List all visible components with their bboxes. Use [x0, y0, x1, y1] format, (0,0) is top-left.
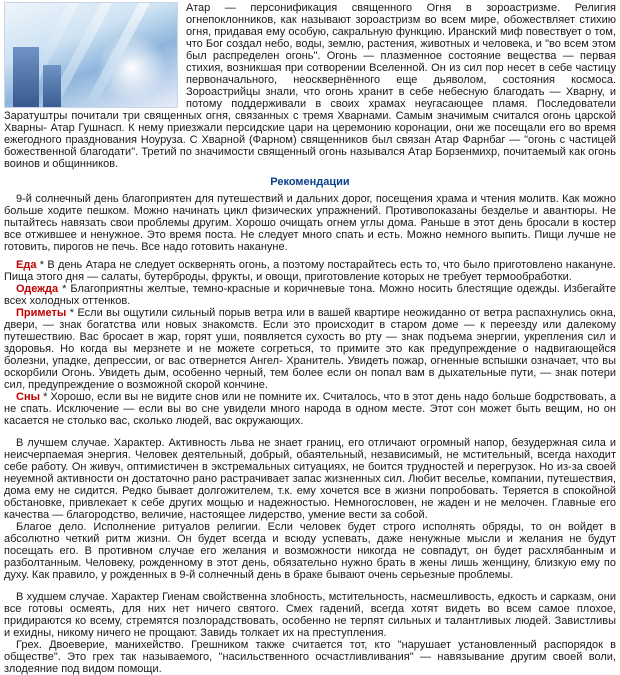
dreams-paragraph: [4, 391, 616, 427]
sin-paragraph: Грех. Двоеверие, манихейство. Грешником также считается тот, кто "нарушает установленный распорядок в обществе". Это грех так называемого, "насильственного осчастливливания" — навязывание другим своей воли, злодеяние под видом помощи.: [4, 639, 616, 675]
clothes-text: * Благоприятны желтые, темно-красные и коричневые тона. Можно носить блестящие одежды. Избегайте всех холодных оттенков.: [4, 283, 616, 307]
dreams-text: * Хорошо, если вы не видите снов или не помните их. Считалось, что в этот день надо больше бодрствовать, а не спать. Исключение — если вы во сне увидели много народа в одном месте. Этот сон может быть вещим, но он касается не столько вас, сколько людей, вас окружающих.: [4, 391, 616, 427]
food-text: * В день Атара не следует осквернять огонь, а поэтому постарайтесь есть то, что было приготовлено накануне. Пища этого дня — салаты, бутерброды, фрукты, и овощи, приготовление которых не требует термообработки.: [4, 259, 616, 283]
omens-label: Приметы: [16, 307, 67, 319]
worst-case-paragraph: В худшем случае. Характер Гиенам свойственна злобность, мстительность, насмешливость, едкость и сарказм, они все готовы осмеять, для них нет ничего святого. Смех гадений, всегда хотят видеть во всем самое плохое, придираются ко всему, стремятся позлорадствовать, особенно не терпят сильных и талантливых людей. Завистливы и ехидны, никому ничего не прощают. Завидь толкает их на преступления.: [4, 591, 616, 639]
clothes-paragraph: [4, 283, 616, 307]
omens-text: * Если вы ощутили сильный порыв ветра или в вашей квартире неожиданно от ветра распахнулись окна, двери, — знак богатства или новых знакомств. Если это происходит в старом доме — к переезду или далекому путешествию. Вас бросает в жар, горят уши, появляется сухость во рту — знак подъема энергии, укрепления сил и здоровья. Но когда вы мерзнете и не можете согреться, то примите это как предупреждение о надвигающейся болезни, упадке, депрессии, ог вас отвернется Ангел- Хранитель. Увидеть пожар, огненные вспышки означает, что вы оскорбили Огонь. Увидеть дым, особенно черный, тем более если он попал вам в дыхательные пути, — знак потери сил, предупреждение о возможной скорой кончине.: [4, 307, 616, 391]
dreams-label: Сны: [16, 391, 40, 403]
best-case-paragraph: В лучшем случае. Характер. Активность льва не знает границ, его отличают огромный напор, безудержная сила и неисчерпаемая энергия. Человек деятельный, добрый, обаятельный, независимый, не мстительный, всегда находит себе работу. Он живуч, оптимистичен в экстремальных ситуациях, не боится трудностей и перегрузок. Но из-за своей неуемной активности он достаточно рано растрачивает запас жизненных сил. Любит веселье, компании, путешествия, дома ему не сидится. Редко бывает долгожителем, т.к. ему хочется все в жизни попробовать. Теряется в спокойной обстановке, привлекает к себе других мощью и надежностью. Немногословен, не жаден и не мелочен. Главные его качества — благородство, величие, настоящее лидерство, умение вести за собой.: [4, 437, 616, 521]
recommendation-paragraph: 9-й солнечный день благоприятен для путешествий и дальних дорог, посещения храма и чтения молитв. Как можно больше ходите пешком. Можно начинать цикл физических упражнений. Противопоказаны безделье и авантюры. Не пытайтесь навязать свои проблемы другим. Хорошо очищать огнем углы дома. Раньше в этот день бросали в костер все отжившее и ненужное. Это время поста. Не следует много спать и есть. Можно немного выпить. Пищи лучше не готовить, пирогов не печь. Все надо готовить накануне.: [4, 193, 616, 253]
food-label: Еда: [16, 259, 37, 271]
building-decor: [13, 47, 39, 108]
good-deed-paragraph: Благое дело. Исполнение ритуалов религии. Если человек будет строго исполнять обряды, то он войдет в абсолютно четкий ритм жизни. Он будет всегда и всюду успевать, даже ненужные мысли и желания не будут посещать его. В противном случае его желания и возможности никогда не совпадут, он будет расхлябанным и разболтанным. Человеку, рожденному в этот день, обязательно нужно брать в жены лишь женщину, близкую ему по духу. Как правило, у рожденных в 9-й солнечный день в браке бывают очень серьезные проблемы.: [4, 521, 616, 581]
building-decor: [43, 65, 61, 108]
fire-temple-image: [4, 2, 178, 108]
omens-paragraph: [4, 307, 616, 391]
clothes-label: Одежда: [16, 283, 59, 295]
intro-paragraph: Атар — персонификация священного Огня в зороастризме. Религия огнепоклонников, как называют зороастризм во всем мире, обожествляет стихию огня, придавая ему особую, сакральную функцию. Иранский миф повествует о том, что Бог создал небо, воды, землю, растения, животных и человека, и "во всем этом был распределен огонь". Огонь — плазменное состояние вещества — первая стихия, возникшая при сотворении Вселенной. Он из сил пор несет в себе частицу первоначального, неосквернённого еще дьяволом, состояния космоса. Зороастрийцы знали, что огонь хранит в себе небесную благодать — Хварну, и потому поддерживали в своих храмах неугасающее пламя. Последователи Заратуштры почитали три священных огня, связанных с тремя Хварнами. Самым значимым считался огонь царской Хварны- Атар Гушнасп. К нему приезжали персидские цари на церемонию коронации, они же посещали его во время ежегодного празднования Ноуруза. С Хварной (Фарном) священников был связан Атар Фарнбаг — "огонь с частицей божественной благодати". Третий по значимости священный огонь назывался Атар Борзенмихр, почитаемый как огонь воинов и общинников.: [4, 2, 616, 170]
food-paragraph: [4, 259, 616, 283]
section-heading: Рекомендации: [270, 176, 350, 188]
